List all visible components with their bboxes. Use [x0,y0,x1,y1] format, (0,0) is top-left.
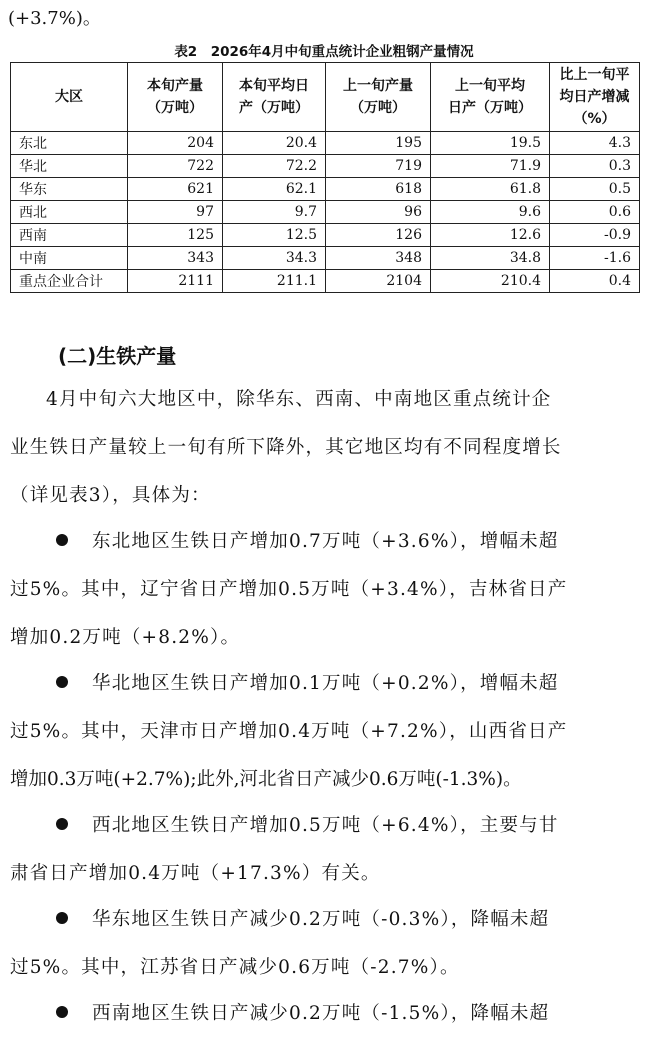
cell-previous-output: 195 [326,132,431,155]
cell-current-output: 621 [128,178,223,201]
cell-current-daily-avg: 72.2 [223,155,326,178]
cell-region: 华东 [11,178,128,201]
section-heading: (二)生铁产量 [58,344,177,368]
cell-current-output: 125 [128,224,223,247]
intro-paragraph [10,376,640,520]
cell-current-output: 97 [128,201,223,224]
bullet-northeast [10,518,640,662]
cell-current-daily-avg: 9.7 [223,201,326,224]
table-header-row [11,63,640,132]
table-total-row [11,270,640,293]
bullet-northwest [10,802,640,898]
cell-current-daily-avg: 20.4 [223,132,326,155]
bullet-icon [56,676,68,688]
cell-current-daily-avg: 12.5 [223,224,326,247]
cell-previous-output: 2104 [326,270,431,293]
bullet-icon [56,1006,68,1018]
bullet-line: 过5%。其中，辽宁省日产增加0.5万吨（+3.4%），吉林省日产 [10,579,568,600]
bullet-line: 过5%。其中，江苏省日产减少0.6万吨（-2.7%）。 [10,957,460,978]
cell-change-pct: -0.9 [550,224,640,247]
crude-steel-table [10,62,640,293]
cell-previous-daily-avg: 9.6 [431,201,550,224]
bullet-line: 肃省日产增加0.4万吨（+17.3%）有关。 [10,863,381,884]
cell-previous-daily-avg: 19.5 [431,132,550,155]
cell-change-pct: -1.6 [550,247,640,270]
cell-change-pct: 0.4 [550,270,640,293]
bullet-icon [56,818,68,830]
table-row [11,247,640,270]
intro-line: （详见表3），具体为： [10,485,211,506]
cell-change-pct: 0.5 [550,178,640,201]
bullet-southwest [10,990,640,1038]
table-caption: 表2 2026年4月中旬重点统计企业粗钢产量情况 [174,44,474,60]
cell-current-daily-avg: 211.1 [223,270,326,293]
cell-region: 西南 [11,224,128,247]
bullet-line: 过5%。其中，天津市日产增加0.4万吨（+7.2%），山西省日产 [10,721,568,742]
bullet-line: 华东地区生铁日产减少0.2万吨（-0.3%），降幅未超 [92,909,550,930]
cell-previous-output: 126 [326,224,431,247]
cell-region: 重点企业合计 [11,270,128,293]
cell-current-output: 722 [128,155,223,178]
cell-current-output: 2111 [128,270,223,293]
cell-previous-daily-avg: 61.8 [431,178,550,201]
previous-page-fragment: (+3.7%)。 [8,8,101,29]
cell-change-pct: 0.3 [550,155,640,178]
bullet-line: 西南地区生铁日产减少0.2万吨（-1.5%），降幅未超 [92,1003,550,1024]
header-previous-daily-avg: 上一旬平均 日产（万吨） [431,63,550,132]
table-row [11,201,640,224]
cell-region: 东北 [11,132,128,155]
cell-previous-output: 96 [326,201,431,224]
bullet-line: 东北地区生铁日产增加0.7万吨（+3.6%），增幅未超 [92,531,559,552]
cell-previous-daily-avg: 12.6 [431,224,550,247]
cell-region: 华北 [11,155,128,178]
cell-change-pct: 0.6 [550,201,640,224]
header-daily-change-pct: 比上一旬平 均日产增减 （%） [550,63,640,132]
header-current-daily-avg: 本旬平均日 产（万吨） [223,63,326,132]
intro-line: 4月中旬六大地区中，除华东、西南、中南地区重点统计企 [46,389,552,410]
bullet-line: 西北地区生铁日产增加0.5万吨（+6.4%），主要与甘 [92,815,559,836]
table-row [11,155,640,178]
cell-change-pct: 4.3 [550,132,640,155]
header-current-output: 本旬产量 （万吨） [128,63,223,132]
intro-line: 业生铁日产量较上一旬有所下降外，其它地区均有不同程度增长 [10,437,562,458]
header-previous-output: 上一旬产量 （万吨） [326,63,431,132]
table-row [11,224,640,247]
bullet-east [10,896,640,992]
cell-region: 中南 [11,247,128,270]
bullet-line: 增加0.2万吨（+8.2%）。 [10,627,241,648]
cell-previous-output: 348 [326,247,431,270]
cell-current-daily-avg: 62.1 [223,178,326,201]
table-row [11,132,640,155]
cell-previous-daily-avg: 210.4 [431,270,550,293]
bullet-icon [56,534,68,546]
table-row [11,178,640,201]
cell-previous-daily-avg: 34.8 [431,247,550,270]
cell-region: 西北 [11,201,128,224]
cell-previous-daily-avg: 71.9 [431,155,550,178]
cell-current-output: 204 [128,132,223,155]
cell-current-output: 343 [128,247,223,270]
bullet-line: 华北地区生铁日产增加0.1万吨（+0.2%），增幅未超 [92,673,559,694]
header-region: 大区 [11,63,128,132]
bullet-line: 增加0.3万吨(+2.7%);此外,河北省日产减少0.6万吨(-1.3%)。 [10,769,522,790]
cell-previous-output: 618 [326,178,431,201]
bullet-north [10,660,640,804]
bullet-icon [56,912,68,924]
cell-current-daily-avg: 34.3 [223,247,326,270]
cell-previous-output: 719 [326,155,431,178]
